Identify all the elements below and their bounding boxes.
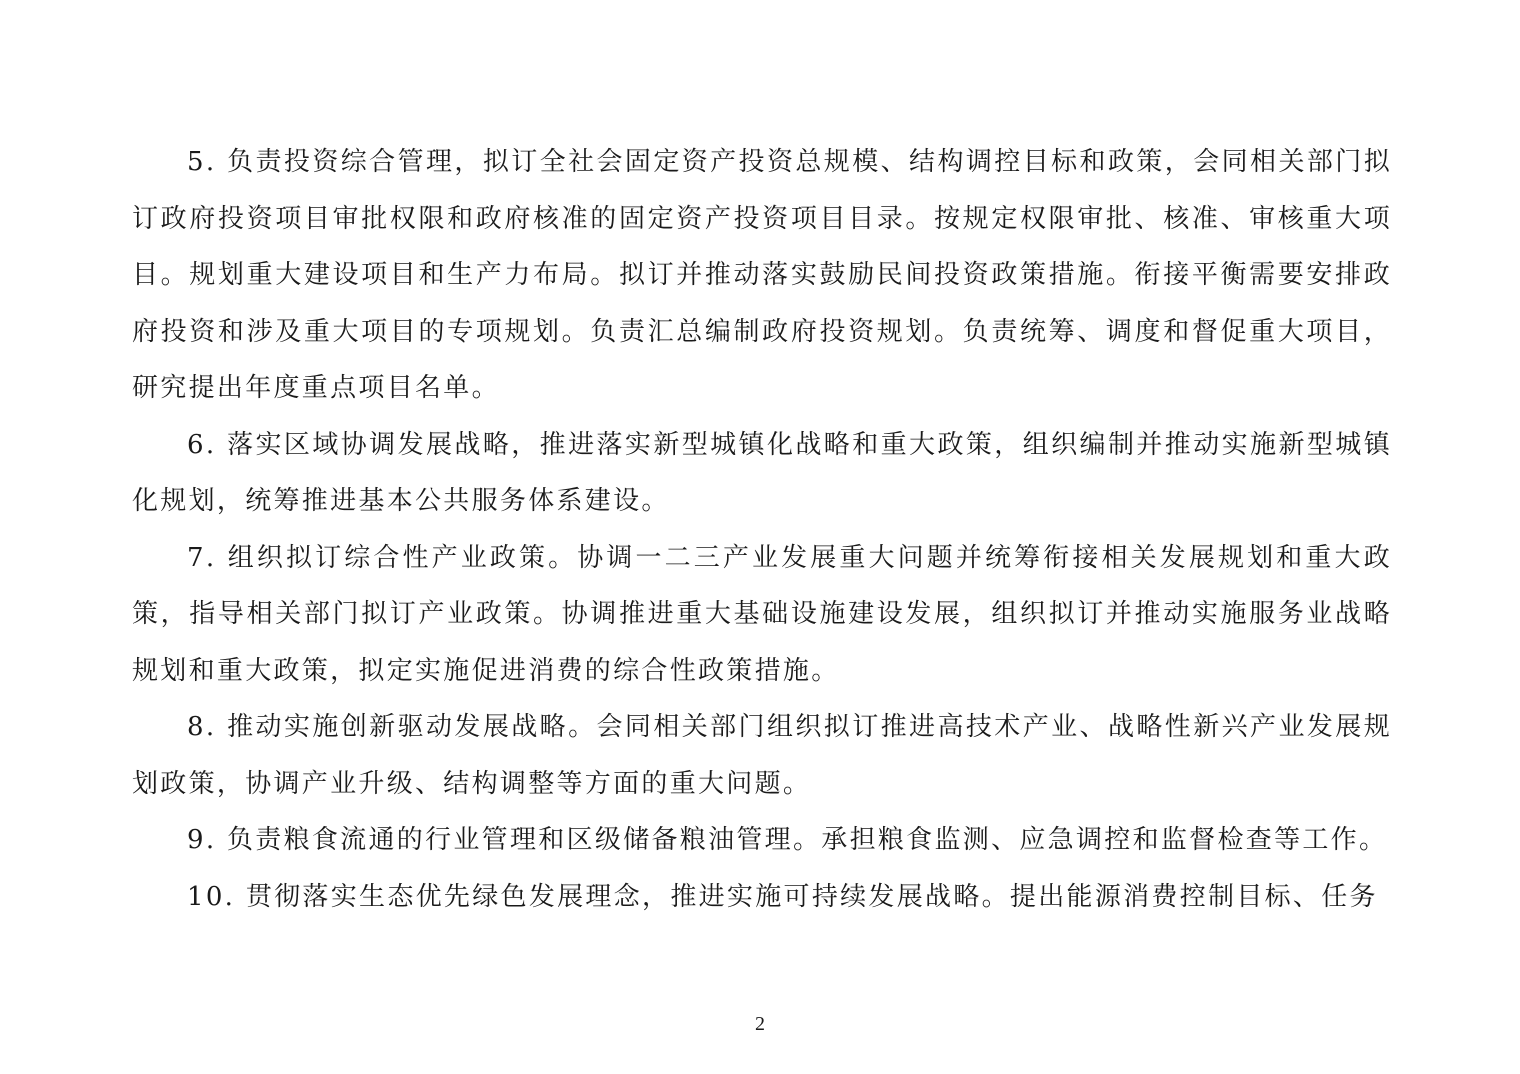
paragraph-item-8: 8. 推动实施创新驱动发展战略。会同相关部门组织拟订推进高技术产业、战略性新兴产业发展规划政策，协调产业升级、结构调整等方面的重大问题。 [132, 712, 1392, 799]
paragraph-item-7: 7. 组织拟订综合性产业政策。协调一二三产业发展重大问题并统筹衔接相关发展规划和重大政策，指导相关部门拟订产业政策。协调推进重大基础设施建设发展，组织拟订并推动实施服务业战略规划和重大政策，拟定实施促进消费的综合性政策措施。 [132, 542, 1392, 686]
document-body [132, 134, 1392, 925]
paragraph-item-5: 5. 负责投资综合管理，拟订全社会固定资产投资总规模、结构调控目标和政策，会同相关部门拟订政府投资项目审批权限和政府核准的固定资产投资项目目录。按规定权限审批、核准、审核重大项目。规划重大建设项目和生产力布局。拟订并推动落实鼓励民间投资政策措施。衔接平衡需要安排政府投资和涉及重大项目的专项规划。负责汇总编制政府投资规划。负责统筹、调度和督促重大项目，研究提出年度重点项目名单。 [132, 147, 1392, 403]
paragraph-item-10: 10. 贯彻落实生态优先绿色发展理念，推进实施可持续发展战略。提出能源消费控制目标、任务 [187, 881, 1378, 912]
paragraph-item-6: 6. 落实区域协调发展战略，推进落实新型城镇化战略和重大政策，组织编制并推动实施新型城镇化规划，统筹推进基本公共服务体系建设。 [132, 429, 1392, 516]
paragraph-item-9: 9. 负责粮食流通的行业管理和区级储备粮油管理。承担粮食监测、应急调控和监督检查等工作。 [187, 825, 1388, 855]
page-number: 2 [755, 1013, 765, 1035]
